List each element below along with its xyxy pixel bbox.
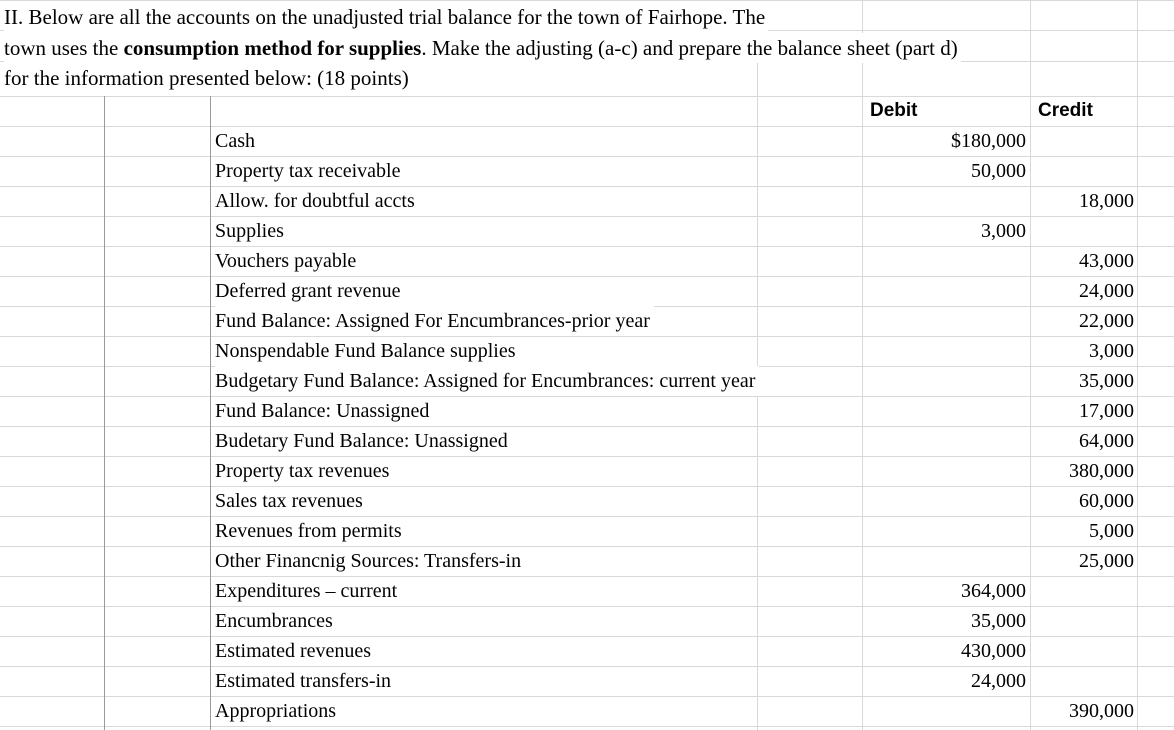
table-row[interactable] <box>0 486 1174 516</box>
account-name: Appropriations <box>215 700 337 722</box>
credit-amount <box>1030 216 1134 246</box>
account-name: Vouchers payable <box>215 250 357 272</box>
table-row[interactable] <box>0 336 1174 366</box>
debit-amount <box>862 366 1026 396</box>
debit-amount <box>862 696 1026 726</box>
table-row[interactable] <box>0 366 1174 396</box>
consumption-method-emphasis: consumption method for supplies <box>123 36 422 60</box>
account-name: Expenditures – current <box>215 580 398 602</box>
credit-amount: 22,000 <box>1079 310 1134 332</box>
credit-amount <box>1030 666 1134 696</box>
account-name: Budgetary Fund Balance: Assigned for Encumbrances: current year <box>215 366 759 396</box>
credit-amount <box>1030 126 1134 156</box>
debit-amount: 430,000 <box>961 640 1026 662</box>
table-row[interactable] <box>0 426 1174 456</box>
account-name: Supplies <box>215 220 284 242</box>
table-row[interactable] <box>0 696 1174 726</box>
table-row[interactable] <box>0 276 1174 306</box>
table-row[interactable] <box>0 636 1174 666</box>
instructions-line-3: for the information presented below: (18 points) <box>4 63 412 93</box>
account-name: Sales tax revenues <box>215 490 363 512</box>
credit-amount: 5,000 <box>1089 520 1134 542</box>
table-row[interactable] <box>0 156 1174 186</box>
account-name: Other Financnig Sources: Transfers-in <box>215 550 522 572</box>
instructions-line-2 <box>4 33 961 63</box>
instructions-line-2-end: . Make the adjusting (a-c) and prepare the balance sheet (part d) <box>421 36 958 60</box>
account-name: Nonspendable Fund Balance supplies <box>215 340 516 362</box>
table-row[interactable] <box>0 186 1174 216</box>
table-row[interactable] <box>0 606 1174 636</box>
debit-amount <box>862 516 1026 546</box>
table-row[interactable] <box>0 396 1174 426</box>
account-name: Cash <box>215 130 255 152</box>
grid-row-line <box>0 726 1174 727</box>
grid-row-line <box>0 96 1174 97</box>
table-row[interactable] <box>0 306 1174 336</box>
account-name: Fund Balance: Assigned For Encumbrances-prior year <box>215 306 654 336</box>
account-name: Property tax receivable <box>215 160 401 182</box>
credit-header: Credit <box>1038 100 1093 121</box>
credit-amount <box>1030 636 1134 666</box>
account-name: Revenues from permits <box>215 520 402 542</box>
credit-amount: 25,000 <box>1079 550 1134 572</box>
debit-amount <box>862 306 1026 336</box>
debit-amount: 35,000 <box>971 610 1026 632</box>
credit-amount: 380,000 <box>1069 460 1134 482</box>
debit-amount: 3,000 <box>981 220 1026 242</box>
debit-amount: 24,000 <box>971 670 1026 692</box>
account-name: Allow. for doubtful accts <box>215 190 415 212</box>
credit-amount: 24,000 <box>1079 280 1134 302</box>
account-name: Fund Balance: Unassigned <box>215 400 430 422</box>
debit-amount <box>862 336 1026 366</box>
credit-amount: 60,000 <box>1079 490 1134 512</box>
credit-amount <box>1030 576 1134 606</box>
credit-amount: 64,000 <box>1079 430 1134 452</box>
credit-amount: 3,000 <box>1089 340 1134 362</box>
credit-amount: 390,000 <box>1069 700 1134 722</box>
table-row[interactable] <box>0 126 1174 156</box>
debit-amount <box>862 186 1026 216</box>
credit-amount: 43,000 <box>1079 250 1134 272</box>
credit-amount <box>1030 156 1134 186</box>
table-row[interactable] <box>0 246 1174 276</box>
table-row[interactable] <box>0 216 1174 246</box>
debit-amount: 364,000 <box>961 580 1026 602</box>
debit-amount <box>862 276 1026 306</box>
table-row[interactable] <box>0 546 1174 576</box>
credit-amount <box>1030 606 1134 636</box>
table-row[interactable] <box>0 576 1174 606</box>
account-name: Estimated transfers-in <box>215 670 392 692</box>
table-row[interactable] <box>0 516 1174 546</box>
table-row[interactable] <box>0 456 1174 486</box>
debit-amount <box>862 426 1026 456</box>
credit-amount: 17,000 <box>1079 400 1134 422</box>
debit-amount <box>862 246 1026 276</box>
account-name: Estimated revenues <box>215 640 372 662</box>
credit-amount: 18,000 <box>1079 190 1134 212</box>
debit-amount <box>862 486 1026 516</box>
table-row[interactable] <box>0 666 1174 696</box>
credit-amount: 35,000 <box>1079 370 1134 392</box>
debit-amount: 50,000 <box>971 160 1026 182</box>
instructions-line-1: II. Below are all the accounts on the unadjusted trial balance for the town of Fairhope. The <box>4 2 768 32</box>
debit-amount <box>862 546 1026 576</box>
instructions-line-2-start: town uses the <box>4 36 124 60</box>
account-name: Property tax revenues <box>215 460 390 482</box>
account-name: Deferred grant revenue <box>215 280 401 302</box>
account-name: Budetary Fund Balance: Unassigned <box>215 430 508 452</box>
debit-header: Debit <box>870 100 918 121</box>
grid-row-line <box>0 0 1174 1</box>
debit-amount <box>862 456 1026 486</box>
account-name: Encumbrances <box>215 610 333 632</box>
debit-amount <box>862 396 1026 426</box>
debit-amount: $180,000 <box>951 130 1026 152</box>
